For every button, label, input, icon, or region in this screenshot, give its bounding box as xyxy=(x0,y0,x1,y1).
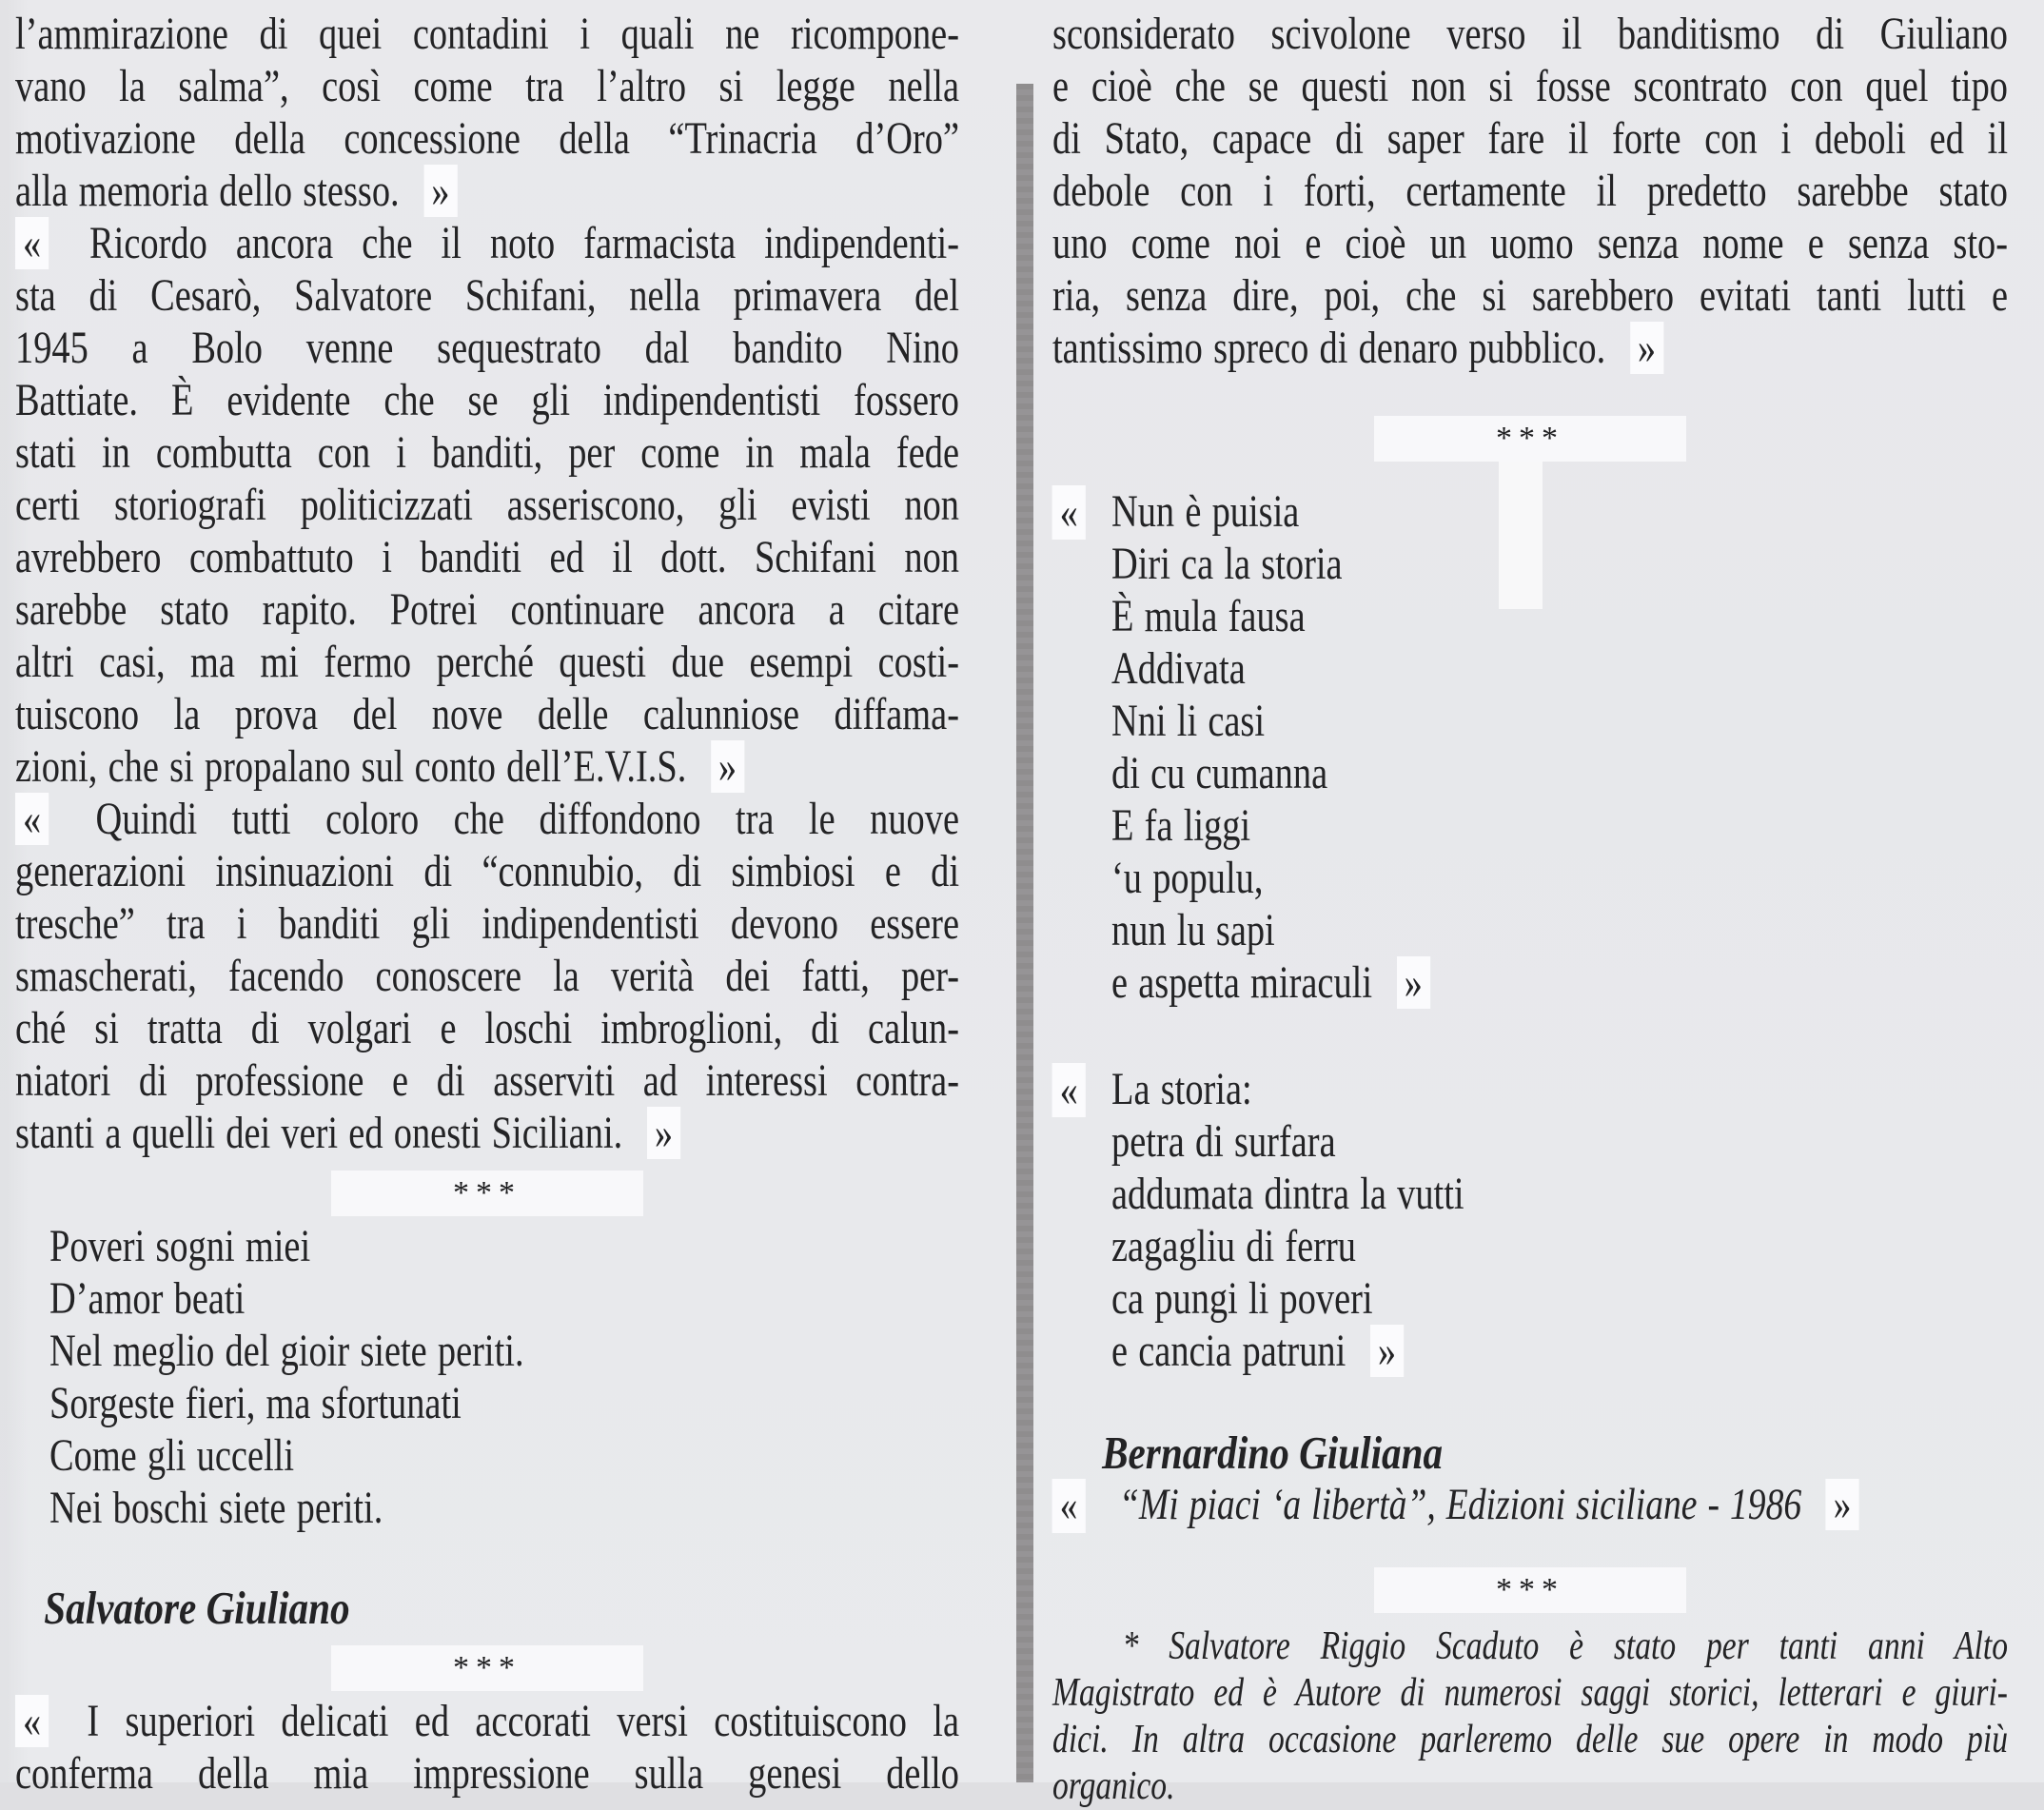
text-line: sta di Cesarò, Salvatore Schifani, nella primavera del xyxy=(15,270,959,321)
text-line: niatori di professione e di asserviti ad interessi contra- xyxy=(15,1055,959,1106)
poem-la-storia xyxy=(1052,1063,2008,1377)
close-guillemet-icon: » xyxy=(1397,956,1430,1009)
section-separator: *** xyxy=(1374,1567,1686,1613)
close-guillemet-icon: » xyxy=(423,165,457,217)
text-line: Nel meglio del gioir siete periti. xyxy=(49,1326,524,1376)
text-line: « La storia: xyxy=(1111,1063,2008,1115)
section-separator: *** xyxy=(331,1171,643,1216)
text-line: Diri ca la storia xyxy=(1111,539,1343,589)
text-line: l’ammirazione di quei contadini i quali ne ricompone- xyxy=(15,9,959,59)
close-guillemet-icon: » xyxy=(1630,322,1663,374)
text-line: ché si tratta di volgari e loschi imbroglioni, di calun- xyxy=(15,1003,959,1053)
section-separator: *** xyxy=(331,1645,643,1691)
close-guillemet-icon: » xyxy=(1370,1325,1404,1377)
footnote xyxy=(1052,1623,2008,1810)
poem-poveri-sogni xyxy=(15,1220,959,1534)
text-line: tresche” tra i banditi gli indipendentisti devono essere xyxy=(15,898,959,949)
close-guillemet-icon: » xyxy=(647,1107,680,1159)
text-line: tuiscono la prova del nove delle calunniose diffama- xyxy=(15,689,959,739)
text-line: petra di surfara xyxy=(1111,1116,1336,1167)
text-line: vano la salma”, così come tra l’altro si legge nella xyxy=(15,61,959,111)
text-line: di cu cumanna xyxy=(1111,748,1328,798)
text-line: sarebbe stato rapito. Potrei continuare ancora a citare xyxy=(15,584,959,635)
open-guillemet-icon: « xyxy=(1052,1479,1086,1533)
text-line: È mula fausa xyxy=(1111,591,1306,641)
poem-nun-e-puisia xyxy=(1052,485,2008,1009)
text-line: 1945 a Bolo venne sequestrato dal bandito Nino xyxy=(15,323,959,373)
text-line: zioni, che si propalano sul conto dell’E.V.I.S. » xyxy=(15,740,959,793)
text-line: uno come noi e cioè un uomo senza nome e senza sto- xyxy=(1052,218,2008,268)
text-line: « Quindi tutti coloro che diffondono tra le nuove xyxy=(15,793,959,845)
text-line: stati in combutta con i banditi, per come in mala fede xyxy=(15,427,959,478)
text-line: e cioè che se questi non si fosse scontrato con quel tipo xyxy=(1052,61,2008,111)
paragraph-quindi xyxy=(15,793,959,1159)
text-line: dici. In altra occasione parleremo delle sue opere in modo più xyxy=(1052,1718,2008,1761)
text-line: smascherati, facendo conoscere la verità dei fatti, per- xyxy=(15,951,959,1001)
text-line: avrebbero combattuto i banditi ed il dott. Schifani non xyxy=(15,532,959,582)
text-line: Sorgeste fieri, ma sfortunati xyxy=(49,1378,462,1428)
text-line: di Stato, capace di saper fare il forte con i deboli ed il xyxy=(1052,113,2008,164)
right-column xyxy=(1052,8,2008,1810)
text-line: E fa liggi xyxy=(1111,800,1251,851)
text-line: « Ricordo ancora che il noto farmacista indipendenti- xyxy=(15,217,959,269)
text-line: ‘u populu, xyxy=(1111,853,1264,903)
text-line: ca pungi li poveri xyxy=(1111,1273,1373,1324)
text-line: Battiate. È evidente che se gli indipendentisti fossero xyxy=(15,375,959,425)
text-line: Magistrato ed è Autore di numerosi saggi storici, letterari e giuri- xyxy=(1052,1671,2008,1715)
left-column xyxy=(15,8,959,1800)
text-line: addumata dintra la vutti xyxy=(1111,1169,1464,1219)
author-name: Bernardino Giuliana xyxy=(1102,1426,1444,1479)
paragraph-ricordo xyxy=(15,217,959,793)
paragraph-superiori xyxy=(15,1695,959,1800)
text-line: Poveri sogni miei xyxy=(49,1221,311,1271)
text-line: organico. xyxy=(1052,1764,1175,1808)
text-line: alla memoria dello stesso. » xyxy=(15,165,959,217)
text-line: * Salvatore Riggio Scaduto è stato per tanti anni Alto xyxy=(1122,1624,2008,1668)
text-line: debole con i forti, certamente il predetto sarebbe stato xyxy=(1052,166,2008,216)
close-guillemet-icon: » xyxy=(1826,1479,1859,1530)
text-line: « I superiori delicati ed accorati versi costituiscono la xyxy=(15,1695,959,1747)
text-line: Addivata xyxy=(1111,643,1246,694)
text-line: generazioni insinuazioni di “connubio, di simbiosi e di xyxy=(15,846,959,896)
text-line: certi storiografi politicizzati asseriscono, gli evisti non xyxy=(15,480,959,530)
text-line: ria, senza dire, poi, che si sarebbero evitati tanti lutti e xyxy=(1052,270,2008,321)
text-line: motivazione della concessione della “Trinacria d’Oro” xyxy=(15,113,959,164)
open-guillemet-icon: « xyxy=(15,1695,49,1747)
text-line: D’amor beati xyxy=(49,1273,246,1324)
text-line: conferma della mia impressione sulla genesi dello xyxy=(15,1748,959,1799)
text-line: nun lu sapi xyxy=(1111,905,1275,955)
open-guillemet-icon: « xyxy=(15,793,49,845)
paragraph-continuation xyxy=(15,8,959,217)
text-line: tantissimo spreco di denaro pubblico. » xyxy=(1052,322,2008,374)
text-line: « Nun è puisia xyxy=(1111,485,2008,538)
open-guillemet-icon: « xyxy=(1052,1063,1086,1117)
open-guillemet-icon: « xyxy=(1052,485,1086,540)
book-citation xyxy=(1052,1479,2008,1531)
open-guillemet-icon: « xyxy=(15,217,49,269)
text-line: Nei boschi siete periti. xyxy=(49,1483,383,1533)
text-line: zagagliu di ferru xyxy=(1111,1221,1356,1271)
text-line: e cancia patruni » xyxy=(1111,1325,2008,1377)
text-line: stanti a quelli dei veri ed onesti Siciliani. » xyxy=(15,1107,959,1159)
section-separator: *** xyxy=(1374,416,1686,462)
text-line: Come gli uccelli xyxy=(49,1430,294,1481)
paragraph-sconsiderato xyxy=(1052,8,2008,374)
close-guillemet-icon: » xyxy=(711,740,744,793)
author-name: Salvatore Giuliano xyxy=(44,1582,350,1634)
text-line: Nni li casi xyxy=(1111,696,1266,746)
text-line: « “Mi piaci ‘a libertà”, Edizioni siciliane - 1986 » xyxy=(1119,1479,2008,1531)
column-divider xyxy=(1016,84,1033,1782)
text-line: altri casi, ma mi fermo perché questi due esempi costi- xyxy=(15,637,959,687)
text-line: e aspetta miraculi » xyxy=(1111,956,2008,1009)
text-line: sconsiderato scivolone verso il banditismo di Giuliano xyxy=(1052,9,2008,59)
